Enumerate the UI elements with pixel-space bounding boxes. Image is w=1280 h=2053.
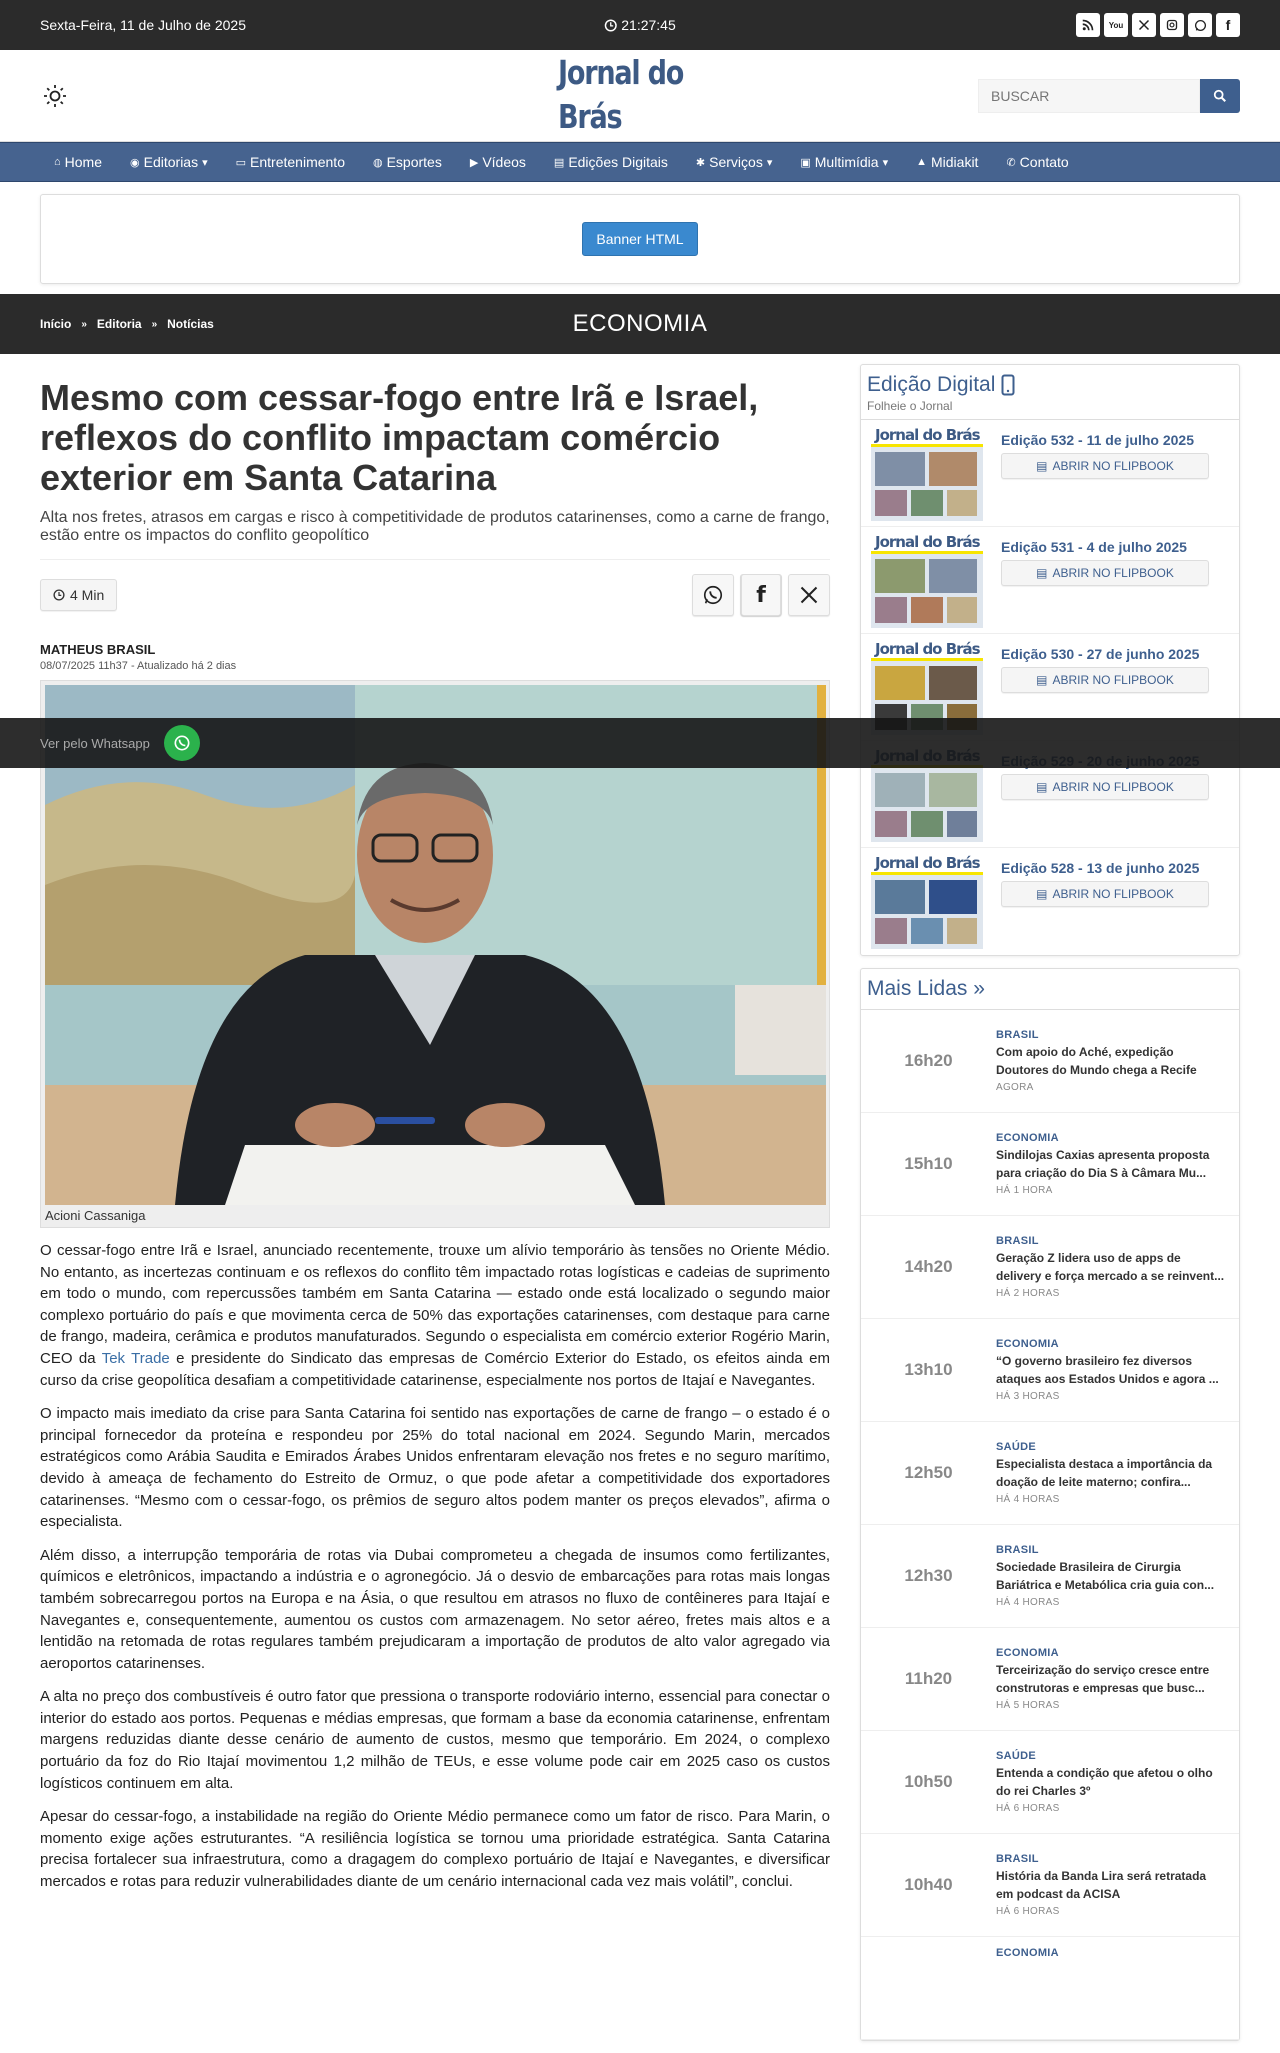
play-icon: ▶ [469,156,479,169]
chevron-right-icon: » [151,318,158,330]
time-ago: HÁ 5 HORAS [996,1700,1060,1711]
site-header [0,50,1280,142]
article-date: 08/07/2025 11h37 - Atualizado há 2 dias [40,660,237,672]
gear-icon: ✱ [695,156,706,169]
clock [604,17,676,33]
most-read-item[interactable]: 15h10 ECONOMIA Sindilojas Caxias apresenta proposta para criação do Dia S à Câmara Mu... HÁ 1 HORA [861,1113,1239,1216]
edition-cover[interactable]: Jornal do Brás [871,533,983,628]
time-ago: HÁ 4 HORAS [996,1597,1060,1608]
file-icon: ▤ [1036,673,1048,687]
edition-item [861,527,1239,634]
edition-cover[interactable]: Jornal do Brás [871,854,983,949]
site-logo[interactable] [540,53,740,136]
most-read-title[interactable]: Mais Lidas » [867,977,985,1000]
top-bar [0,0,1280,50]
breadcrumb-editoria[interactable]: Editoria [96,317,142,331]
youtube-icon[interactable]: You [1104,13,1128,37]
share-facebook-button[interactable] [740,574,782,616]
edition-item [861,848,1239,955]
main-nav [0,142,1280,182]
logo-text: Jornal do Brás [558,53,684,136]
article-body [40,1240,830,1893]
article-paragraph: O cessar-fogo entre Irã e Israel, anunciado recentemente, trouxe um alívio temporário às tensões no Oriente Médio. No entanto, as incertezas continuam e os reflexos do conflito têm impactado rotas logísticas e cadeias de suprimento em todo o mundo, com repercussões também em Santa Catarina — estado onde está localizado o segundo maior complexo portuário do país e que movimenta cerca de 50% das exportações catarinenses, com destaque para carne de frango, madeira, cerâmica e produtos manufaturados. Segundo o especialista em comércio exterior Rogério Marin, CEO da Tek Trade e presidente do Sindicato das empresas de Comércio Exterior do Estado, os efeitos ainda em curso da crise geopolítica desafiam a competitividade catarinense, especialmente nos portos de Itajaí e Navegantes. [40,1242,830,1389]
article-tools [40,572,830,618]
time-ago: HÁ 1 HORA [996,1185,1053,1196]
x-icon [799,585,819,605]
ball-icon: ◍ [372,156,383,169]
news-title[interactable]: História da Banda Lira será retratada em podcast da ACISA [996,1869,1207,1901]
news-title[interactable]: Com apoio do Aché, expedição Doutores do Mundo chega a Recife [996,1045,1197,1077]
open-flipbook-button[interactable]: ▤ ABRIR NO FLIPBOOK [1001,560,1209,586]
section-title: ECONOMIA [572,310,708,337]
most-read-item[interactable]: 13h10 ECONOMIA “O governo brasileiro fez diversos ataques aos Estados Unidos e agora ... HÁ 3 HORAS [861,1319,1239,1422]
whatsapp-overlay-label[interactable]: Ver pelo Whatsapp [40,735,150,751]
whatsapp-overlay-bar[interactable] [0,718,1280,768]
article-paragraph: Além disso, a interrupção temporária de rotas via Dubai comprometeu a chegada de insumos como fertilizantes, químicos e eletrônicos, impactando a indústria e o agronegócio. Já o desvio de embarcações para rotas mais longas também sobrecarregou portos na Europa e na Ásia, o que resultou em atrasos no fluxo de contêineres para Itajaí e Navegantes e, consequentemente, aumentou os custos com armazenagem. No setor aéreo, fretes mais altos e a lentidão na retomada de rotas regulares também prejudicaram a importação de produtos de alto valor agregado via aeroportos catarinenses. [40,1546,830,1672]
open-flipbook-button[interactable]: ▤ ABRIR NO FLIPBOOK [1001,774,1209,800]
time-ago: HÁ 6 HORAS [996,1906,1060,1917]
nav-item-multimidia[interactable]: ▣ Multimídia ▾ [800,154,889,170]
most-read-panel [860,968,1240,2041]
edition-title[interactable]: Edição 532 - 11 de julho 2025 [1001,432,1194,448]
nav-item-servicos[interactable]: ✱ Serviços ▾ [695,154,773,170]
digital-edition-subtitle: Folheie o Jornal [867,399,953,413]
news-title[interactable]: Especialista destaca a importância da doação de leite materno; confira... [996,1457,1213,1489]
time-ago: HÁ 3 HORAS [996,1391,1060,1402]
section-bar [0,294,1280,354]
category-label: ECONOMIA [996,1338,1059,1350]
tek-trade-link[interactable]: Tek Trade [101,1349,170,1367]
rss-icon[interactable] [1076,13,1100,37]
main-content [40,364,1240,2053]
article-paragraph: Apesar do cessar-fogo, a instabilidade na região do Oriente Médio permanece como um fator de risco. Para Marin, o momento exige ações estruturantes. “A resiliência logística se tornou uma prioridade estratégica. Santa Catarina precisa fortalecer sua infraestrutura, como a dragagem do complexo portuário de Itajaí e Navegantes, e diversificar mercados e rotas para reduzir vulnerabilidades diante de um cenário internacional cada vez mais volátil”, conclui. [40,1808,830,1891]
article [40,364,830,2053]
open-flipbook-button[interactable]: ▤ ABRIR NO FLIPBOOK [1001,453,1209,479]
most-read-item[interactable]: 12h30 BRASIL Sociedade Brasileira de Cirurgia Bariátrica e Metabólica cria guia con... HÁ 4 HORAS [861,1525,1239,1628]
caret-down-icon: ▾ [766,156,773,169]
current-date: Sexta-Feira, 11 de Julho de 2025 [40,17,246,33]
news-title[interactable]: Sociedade Brasileira de Cirurgia Bariátrica e Metabólica cria guia con... [996,1560,1215,1592]
whatsapp-icon [702,584,724,606]
time-ago: HÁ 4 HORAS [996,1494,1060,1505]
edition-title[interactable]: Edição 530 - 27 de junho 2025 [1001,646,1200,662]
share-x-button[interactable] [788,574,830,616]
nav-item-contato[interactable]: ✆ Contato [1006,154,1069,170]
most-read-item[interactable]: 12h50 SAÚDE Especialista destaca a importância da doação de leite materno; confira... HÁ 4 HORAS [861,1422,1239,1525]
rss-icon: ◉ [130,156,140,169]
phone-icon: ✆ [1006,156,1016,169]
category-label: BRASIL [996,1235,1039,1247]
time-ago: HÁ 2 HORAS [996,1288,1060,1299]
news-title[interactable]: Terceirização do serviço cresce entre construtoras e empresas que busc... [996,1663,1210,1695]
category-label: BRASIL [996,1853,1039,1865]
open-flipbook-button[interactable]: ▤ ABRIR NO FLIPBOOK [1001,667,1209,693]
open-flipbook-button[interactable]: ▤ ABRIR NO FLIPBOOK [1001,881,1209,907]
category-label: ECONOMIA [996,1947,1059,1959]
news-title[interactable]: Entenda a condição que afetou o olho do rei Charles 3º [996,1766,1213,1798]
category-label: SAÚDE [996,1750,1037,1762]
social-links [1076,13,1240,37]
most-read-item[interactable] [861,1937,1239,2040]
nav-item-editorias[interactable]: ◉ Editorias ▾ [130,154,208,170]
whatsapp-icon[interactable] [164,725,200,761]
breadcrumb [40,317,214,331]
file-icon: ▤ [1036,887,1048,901]
digital-edition-panel [860,364,1240,956]
edition-item [861,420,1239,527]
edition-title[interactable]: Edição 531 - 4 de julho 2025 [1001,539,1187,555]
category-label: ECONOMIA [996,1132,1059,1144]
banner-area [40,194,1240,284]
edition-cover[interactable]: Jornal do Brás [871,426,983,521]
nav-item-midiakit[interactable]: ▲ Midiakit [916,154,979,170]
category-label: BRASIL [996,1544,1039,1556]
article-title: Mesmo com cessar-fogo entre Irã e Israel, reflexos do conflito impactam comércio exterior em Santa Catarina [40,377,759,498]
share-buttons [692,574,830,616]
theme-toggle-sun-icon[interactable] [40,81,70,111]
most-read-item[interactable]: 10h40 BRASIL História da Banda Lira será retratada em podcast da ACISA HÁ 6 HORAS [861,1834,1239,1937]
time-ago: HÁ 6 HORAS [996,1803,1060,1814]
edition-title[interactable]: Edição 528 - 13 de junho 2025 [1001,860,1200,876]
search-icon [1213,89,1227,103]
most-read-item[interactable]: 11h20 ECONOMIA Terceirização do serviço cresce entre construtoras e empresas que busc... HÁ 5 HORAS [861,1628,1239,1731]
file-icon: ▤ [553,156,565,169]
search-button[interactable] [1200,79,1240,113]
breadcrumb-noticias[interactable]: Notícias [167,317,214,331]
category-label: BRASIL [996,1029,1039,1041]
chevron-right-icon: » [81,318,87,330]
news-title[interactable]: “O governo brasileiro fez diversos ataques aos Estados Unidos e agora ... [996,1354,1219,1386]
most-read-item[interactable]: 14h20 BRASIL Geração Z lidera uso de apps de delivery e força mercado a se reinvent... HÁ 2 HORAS [861,1216,1239,1319]
edition-cover[interactable]: Jornal do Brás [871,640,983,735]
article-subtitle: Alta nos fretes, atrasos em cargas e risco à competitividade de produtos catarinenses, como a carne de frango, estão entre os impactos do conflito geopolítico [40,509,830,560]
tv-icon: ▭ [235,156,247,169]
file-icon: ▤ [1036,566,1048,580]
clock-icon [604,19,617,32]
sidebar [860,364,1240,2053]
photo-caption: Acioni Cassaniga [45,1208,146,1223]
read-time-badge: 4 Min [40,579,117,611]
nav-item-esportes[interactable]: ◍ Esportes [372,154,442,170]
nav-item-home[interactable]: ⌂ Home [54,154,103,170]
search-input[interactable] [978,79,1200,113]
category-label: SAÚDE [996,1441,1037,1453]
share-whatsapp-button[interactable] [692,574,734,616]
most-read-item[interactable]: 10h50 SAÚDE Entenda a condição que afetou o olho do rei Charles 3º HÁ 6 HORAS [861,1731,1239,1834]
home-icon: ⌂ [54,156,61,168]
nav-item-entretenimento[interactable]: ▭ Entretenimento [235,154,345,170]
article-paragraph: A alta no preço dos combustíveis é outro fator que pressiona o transporte rodoviário interno, essencial para conectar o interior do estado aos portos. Pequenas e médias empresas, que formam a base da economia catarinense, enfrentam margens reduzidas diante desse cenário de aumento de custos, mesmo que temporário. Em 2024, o complexo portuário da foz do Rio Itajaí movimentou 1,2 milhão de TEUs, e esse volume pode cair em 2025 caso os custos logísticos continuem em alta. [40,1688,830,1792]
news-title[interactable]: Geração Z lidera uso de apps de delivery e força mercado a se reinvent... [996,1251,1225,1283]
facebook-icon: f [741,574,781,616]
article-author[interactable]: MATHEUS BRASIL [40,642,156,657]
article-paragraph: O impacto mais imediato da crise para Santa Catarina foi sentido nas exportações de carne de frango – o estado é o principal fornecedor da proteína e respondeu por 25% do total nacional em 2024. Segundo Marin, mercados estratégicos como Arábia Saudita e Emirados Árabes Unidos enfrentaram elevação nos fretes e no seguro marítimo, devido à ameaça de fechamento do Estreito de Ormuz, o que pode afetar a competitividade dos exportadores catarinenses. “Mesmo com o cessar-fogo, os prêmios de seguro altos podem manter os preços elevados”, afirma o especialista. [40,1405,830,1531]
nav-item-videos[interactable]: ▶ Vídeos [469,154,526,170]
clock-time: 21:27:45 [621,17,676,33]
nav-item-edicoes-digitais[interactable]: ▤ Edições Digitais [553,154,668,170]
clock-icon [53,589,65,601]
x-icon[interactable] [1132,13,1156,37]
camera-icon: ▣ [800,156,811,169]
time-ago: AGORA [996,1082,1034,1093]
category-label: ECONOMIA [996,1647,1059,1659]
caret-down-icon: ▾ [202,156,208,169]
mobile-icon [1001,374,1015,396]
news-title[interactable]: Sindilojas Caxias apresenta proposta para criação do Dia S à Câmara Mu... [996,1148,1210,1180]
facebook-icon[interactable]: f [1216,13,1240,37]
file-icon: ▤ [1036,780,1048,794]
breadcrumb-inicio[interactable]: Início [40,317,72,331]
bell-icon: ▲ [916,156,927,168]
instagram-icon[interactable] [1160,13,1184,37]
banner-html-button[interactable]: Banner HTML [582,222,697,256]
whatsapp-icon[interactable] [1188,13,1212,37]
digital-edition-title[interactable]: Edição Digital [867,373,1233,397]
caret-down-icon: ▾ [882,156,889,169]
search-form [978,79,1240,113]
most-read-item[interactable]: 16h20 BRASIL Com apoio do Aché, expedição Doutores do Mundo chega a Recife AGORA [861,1010,1239,1113]
file-icon: ▤ [1036,459,1048,473]
